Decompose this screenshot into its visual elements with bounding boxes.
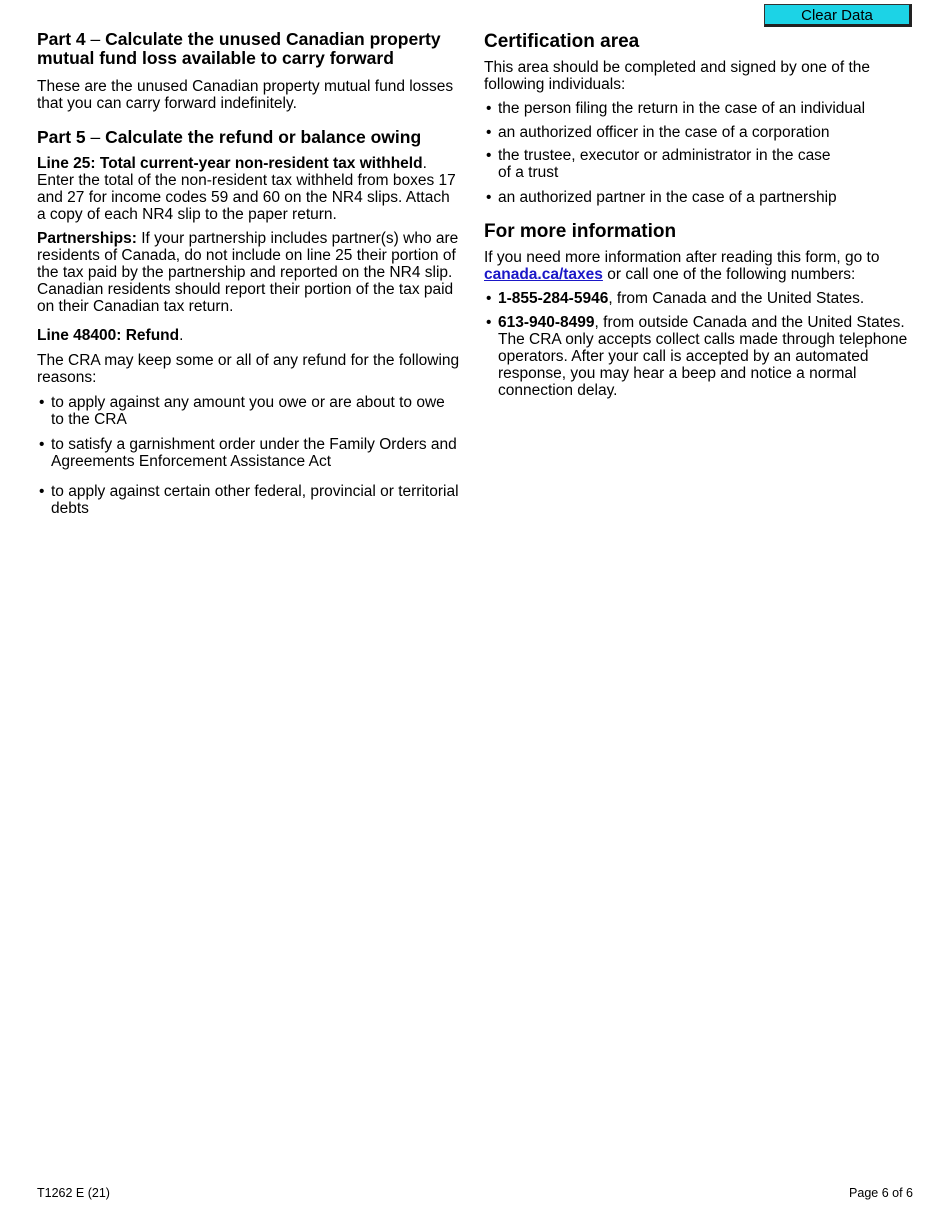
list-item: • an authorized officer in the case of a corporation (484, 124, 829, 141)
line48400-heading: Line 48400: Refund. (37, 327, 184, 344)
line25-paragraph: Line 25: Total current-year non-resident tax withheld. Enter the total of the non-resident tax withheld from boxes 17 and 27 for income codes 59 and 60 on the NR4 slips. Attach a copy of each NR4 slip to the paper return. (37, 155, 456, 223)
partnerships-paragraph: Partnerships: If your partnership includes partner(s) who are residents of Canada, do not include on line 25 their portion of the tax paid by the partnership and reported on the NR4 slip. Canadian residents should report their portion of the tax paid on their Canadian tax return. (37, 230, 459, 315)
list-item: • to apply against any amount you owe or are about to owe to the CRA (37, 394, 461, 428)
phone-number: 613-940-8499 (498, 314, 595, 331)
part5-heading: Part 5 – Calculate the refund or balance owing (37, 127, 422, 147)
list-item: • the trustee, executor or administrator in the case of a trust (484, 147, 838, 181)
line25-heading: Line 25: Total current-year non-resident tax withheld (37, 155, 423, 172)
line48400-intro: The CRA may keep some or all of any refund for the following reasons: (37, 352, 460, 386)
more-info-heading: For more information (484, 221, 677, 242)
certification-intro: This area should be completed and signed by one of the following individuals: (484, 59, 871, 93)
partnerships-heading: Partnerships: (37, 230, 137, 247)
phone-number: 1-855-284-5946 (498, 290, 609, 307)
line25-text: Enter the total of the non-resident tax withheld from boxes 17 and 27 for income codes 59 and 60 on the NR4 slips. Attach a copy of each NR4 slip to the paper return. (37, 172, 456, 223)
more-info-intro: If you need more information after reading this form, go to canada.ca/taxes or call one of the following numbers: (484, 249, 880, 283)
list-item: • to satisfy a garnishment order under the Family Orders and Agreements Enforcement Assistance Act (37, 436, 461, 470)
form-identifier: T1262 E (21) (37, 1186, 110, 1200)
list-item: • the person filing the return in the case of an individual (484, 100, 865, 117)
page-number: Page 6 of 6 (849, 1186, 913, 1200)
certification-heading: Certification area (484, 31, 640, 52)
list-item: • 613-940-8499, from outside Canada and the United States. The CRA only accepts collect calls made through telephone operators. After your call is accepted by an automated response, you may hear a beep and notice a normal connection delay. (484, 314, 914, 399)
canada-taxes-link[interactable]: canada.ca/taxes (484, 266, 603, 283)
part4-heading: Part 4 – Calculate the unused Canadian property mutual fund loss available to carry forward (37, 29, 441, 68)
clear-data-button[interactable]: Clear Data (764, 4, 912, 27)
list-item: • to apply against certain other federal, provincial or territorial debts (37, 483, 461, 517)
list-item: • an authorized partner in the case of a partnership (484, 189, 837, 206)
part4-text: These are the unused Canadian property mutual fund losses that you can carry forward indefinitely. (37, 78, 454, 112)
list-item: • 1-855-284-5946, from Canada and the United States. (484, 290, 864, 307)
